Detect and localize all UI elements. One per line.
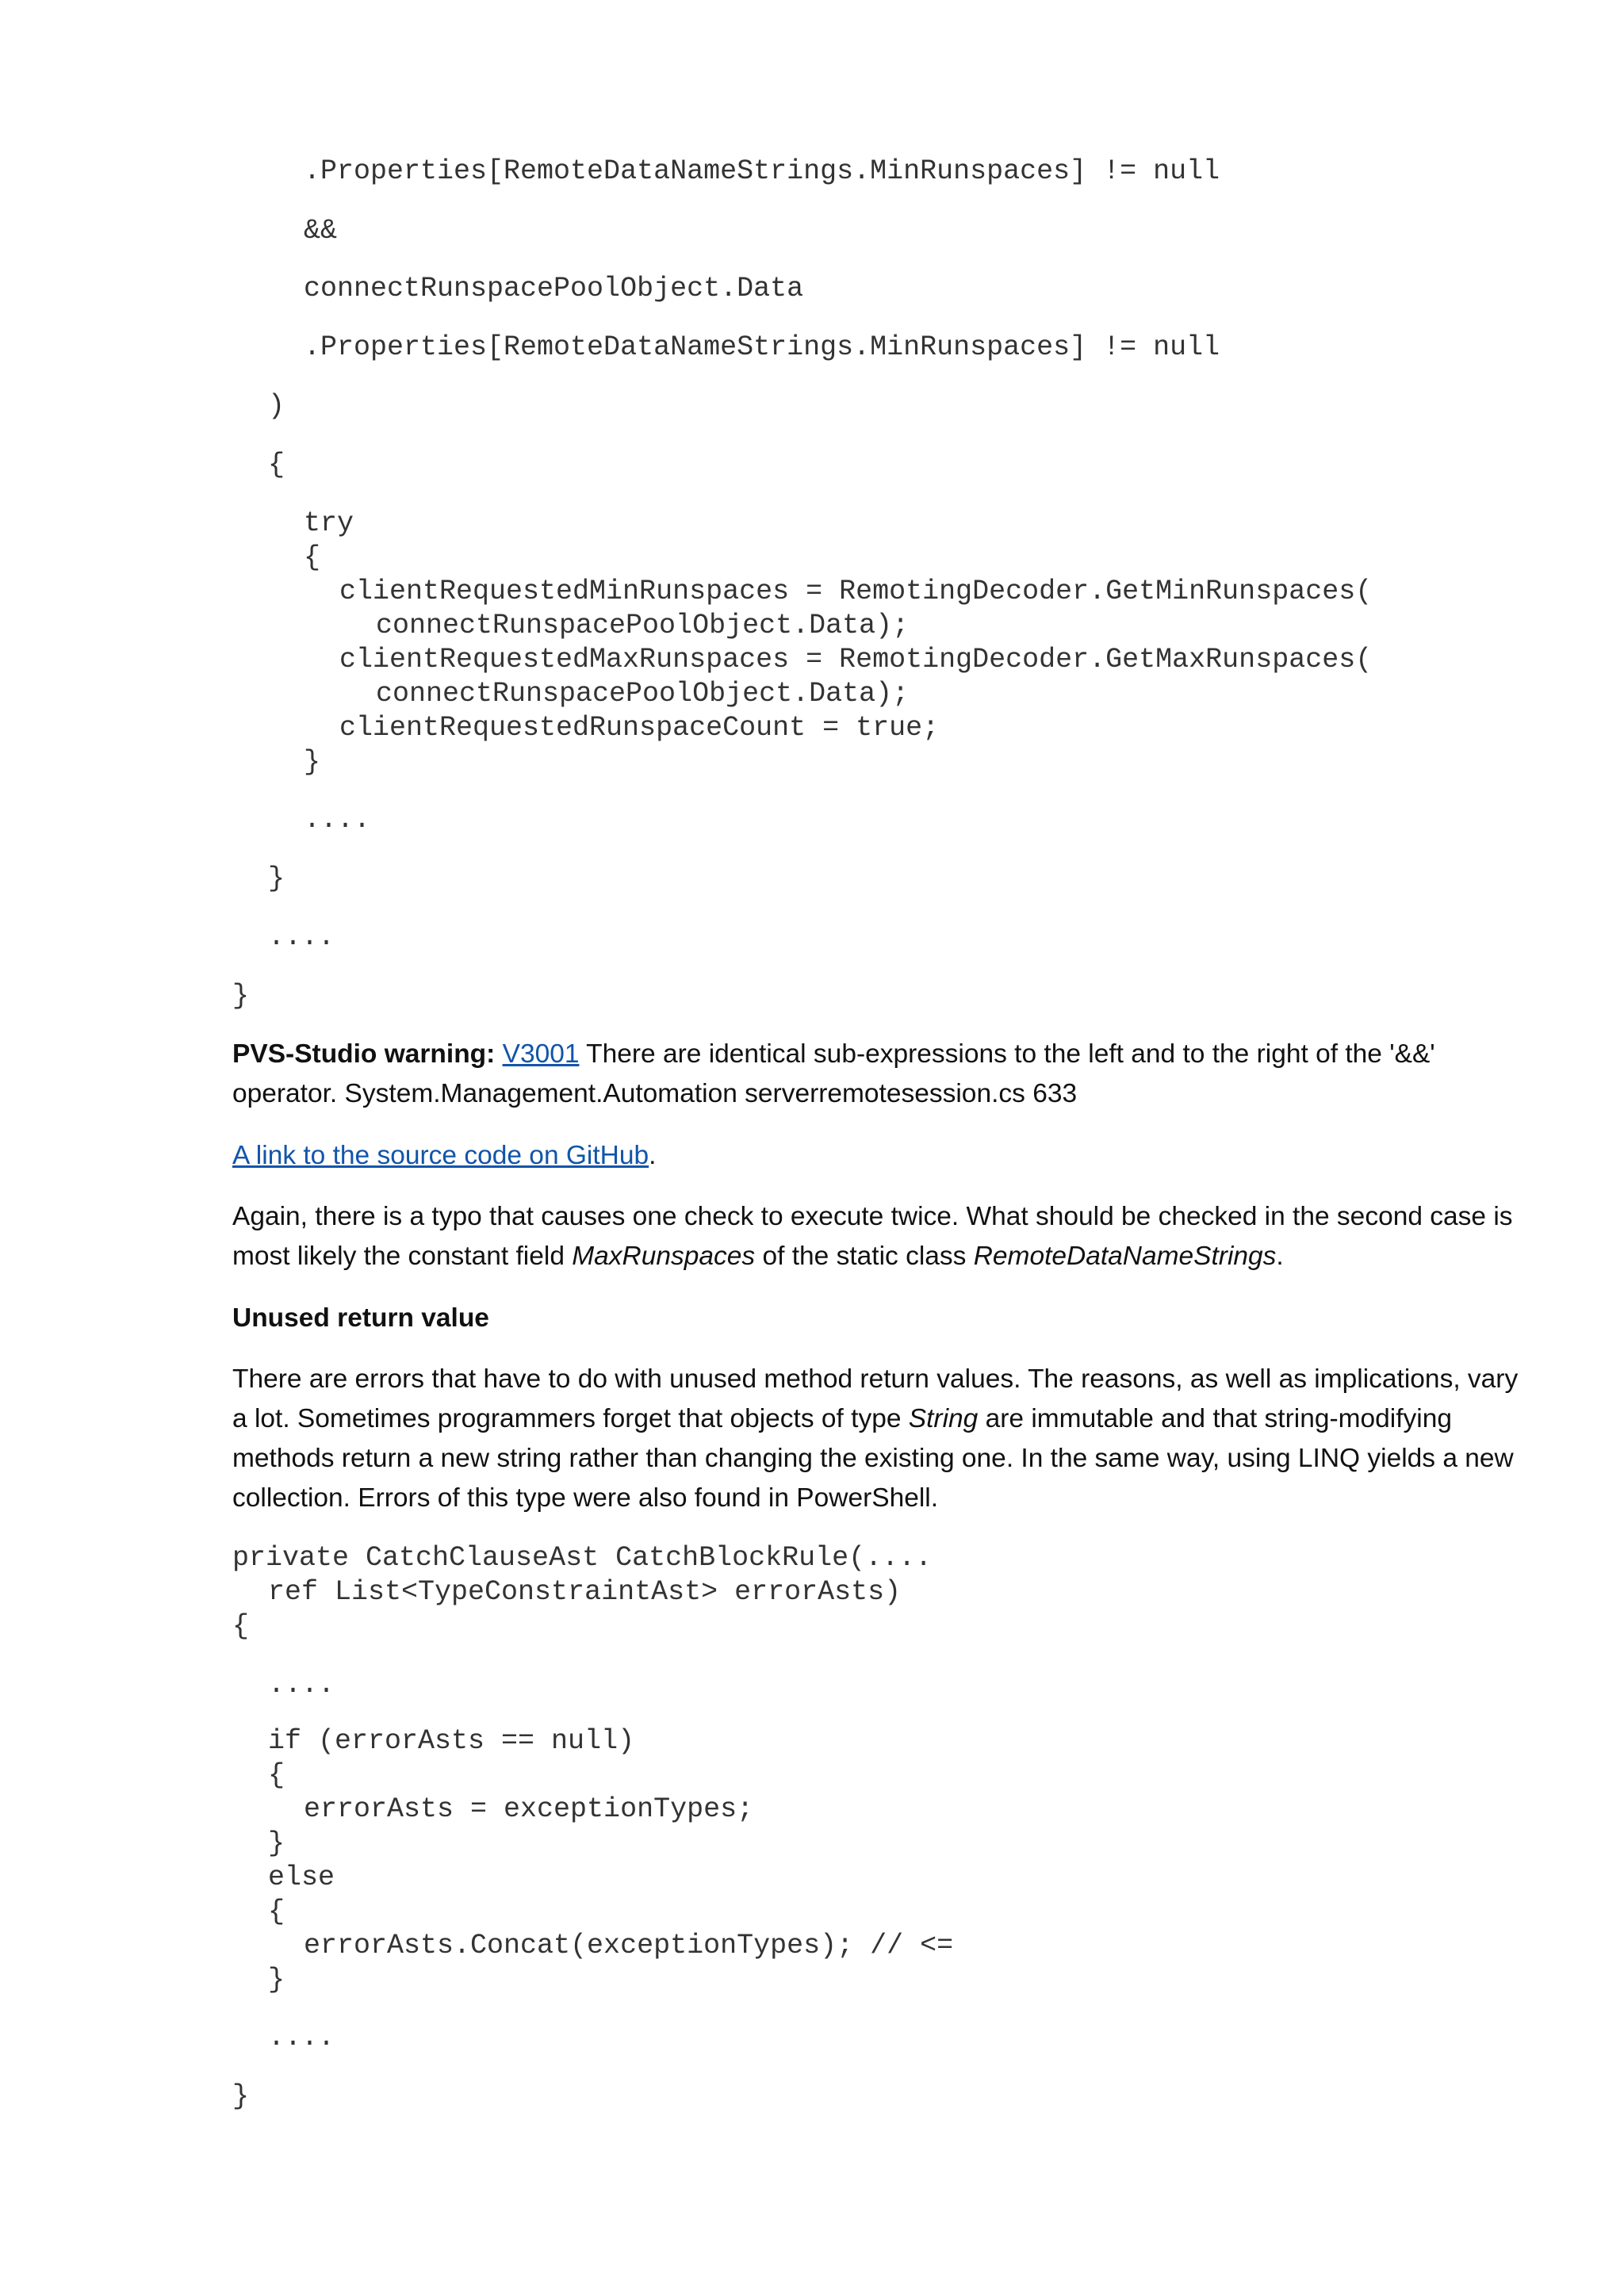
- code-line: .Properties[RemoteDataNameStrings.MinRunspaces] != null: [304, 155, 1220, 187]
- emphasis-text: RemoteDataNameStrings: [973, 1242, 1277, 1271]
- code-line: ....: [304, 804, 371, 836]
- code-line: .Properties[RemoteDataNameStrings.MinRunspaces] != null: [304, 331, 1220, 363]
- diagnostic-link[interactable]: V3001: [502, 1039, 580, 1069]
- code-line: private CatchClauseAst CatchBlockRule(....: [232, 1542, 933, 1574]
- code-line: {: [268, 1896, 285, 1927]
- code-line: try: [304, 507, 354, 539]
- code-line: {: [232, 1610, 250, 1642]
- code-line: clientRequestedMaxRunspaces = RemotingDecoder.GetMaxRunspaces(: [339, 644, 1373, 675]
- code-line: connectRunspacePoolObject.Data: [304, 273, 804, 304]
- code-line: {: [304, 541, 321, 573]
- paragraph-text: are immutable and that string-modifying methods return a new string rather than changing the existing one. In the same way, using LINQ yields a new collection. Errors of this type were also found in PowerShell.: [232, 1404, 1514, 1513]
- code-line: if (errorAsts == null): [268, 1725, 635, 1757]
- code-line: ....: [268, 921, 335, 953]
- code-line: errorAsts = exceptionTypes;: [304, 1793, 754, 1825]
- code-line: ....: [268, 2022, 335, 2053]
- code-line: &&: [304, 215, 338, 247]
- warning-label: PVS-Studio warning:: [232, 1039, 496, 1069]
- emphasis-text: String: [908, 1404, 979, 1433]
- paragraph-text: .: [1276, 1242, 1284, 1271]
- code-line: }: [268, 1964, 285, 1996]
- typo-explanation-paragraph: [232, 1197, 1533, 1276]
- code-line: }: [268, 863, 285, 894]
- code-line: }: [268, 1827, 285, 1859]
- code-line: clientRequestedMinRunspaces = RemotingDecoder.GetMinRunspaces(: [339, 576, 1373, 607]
- code-line: ): [268, 390, 285, 422]
- code-line: }: [304, 746, 321, 778]
- code-line: ref List<TypeConstraintAst> errorAsts): [268, 1576, 902, 1608]
- code-line: connectRunspacePoolObject.Data);: [376, 678, 910, 710]
- code-line: else: [268, 1862, 335, 1893]
- code-line: {: [268, 449, 285, 480]
- warning-message: There are identical sub-expressions to the left and to the right of the '&&' operator. System.Management.Automation serverremotesession.cs 633: [232, 1039, 1435, 1108]
- github-link-suffix: .: [649, 1141, 657, 1170]
- warning-paragraph: [232, 1035, 1533, 1114]
- code-line: connectRunspacePoolObject.Data);: [376, 610, 910, 641]
- paragraph-text: There are errors that have to do with unused method return values. The reasons, as well as implications, vary a lot. Sometimes programmers forget that objects of type: [232, 1364, 1519, 1433]
- code-line: {: [268, 1759, 285, 1791]
- code-line: errorAsts.Concat(exceptionTypes); // <=: [304, 1930, 954, 1961]
- paragraph-text: of the static class: [755, 1242, 974, 1271]
- code-line: }: [232, 2080, 250, 2112]
- emphasis-text: MaxRunspaces: [572, 1242, 756, 1271]
- unused-return-paragraph: [232, 1360, 1533, 1518]
- code-line: }: [232, 980, 250, 1012]
- section-heading: Unused return value: [232, 1303, 489, 1333]
- code-line: clientRequestedRunspaceCount = true;: [339, 712, 940, 744]
- github-source-link[interactable]: A link to the source code on GitHub: [232, 1141, 649, 1170]
- code-line: ....: [268, 1669, 335, 1701]
- github-link-paragraph: [232, 1136, 1533, 1176]
- paragraph-text: Again, there is a typo that causes one check to execute twice. What should be checked in the second case is most likely the constant field: [232, 1202, 1513, 1271]
